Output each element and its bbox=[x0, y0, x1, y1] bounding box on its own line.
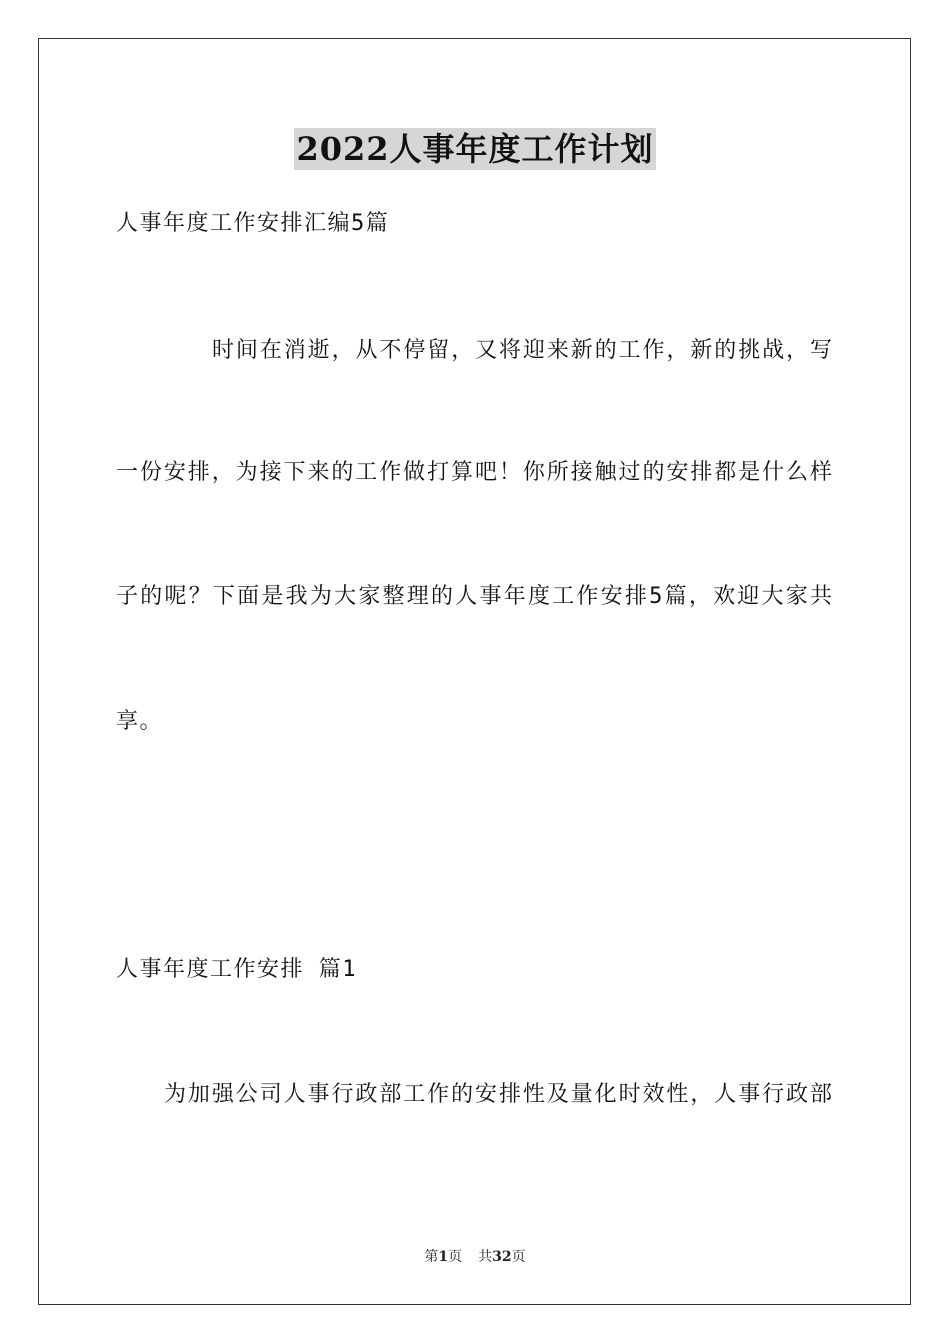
intro-line-3: 子的呢？下面是我为大家整理的人事年度工作安排5篇，欢迎大家共 bbox=[116, 584, 832, 609]
footer-page-prefix: 第 bbox=[424, 1249, 439, 1265]
document-title: 2022人事年度工作计划 bbox=[296, 130, 654, 168]
page-footer bbox=[0, 1246, 950, 1266]
section-heading: 人事年度工作安排 篇1 bbox=[116, 957, 357, 982]
title-container bbox=[0, 128, 950, 170]
intro-line-2: 一份安排，为接下来的工作做打算吧！你所接触过的安排都是什么样 bbox=[116, 460, 832, 485]
document-subtitle: 人事年度工作安排汇编5篇 bbox=[116, 211, 390, 236]
section-first-line: 为加强公司人事行政部工作的安排性及量化时效性，人事行政部 bbox=[164, 1082, 832, 1107]
intro-line-4: 享。 bbox=[116, 709, 164, 734]
intro-line-1: 时间在消逝，从不停留，又将迎来新的工作，新的挑战，写 bbox=[212, 338, 832, 363]
footer-page-current: 1 bbox=[438, 1249, 449, 1265]
footer-total-suffix: 页 bbox=[511, 1249, 526, 1265]
footer-page-mid: 页 bbox=[448, 1249, 463, 1265]
footer-total-prefix: 共 bbox=[478, 1249, 493, 1265]
footer-page-total: 32 bbox=[492, 1249, 512, 1265]
